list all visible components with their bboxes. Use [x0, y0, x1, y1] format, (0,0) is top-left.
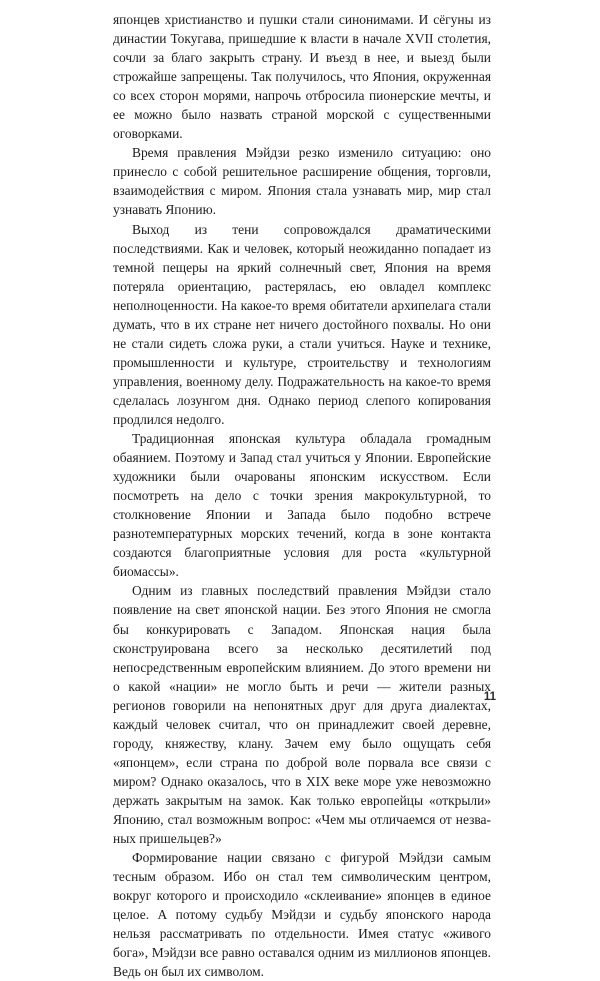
body-text [113, 10, 491, 981]
paragraph: Формирование нации связано с фигурой Мэйдзи самым тесным образом. Ибо он стал тем символическим центром, вокруг которого и происходило «склеивание» японцев в единое целое. А потому судьбу Мэйдзи и судьбу японского народа нельзя рассматривать по отдельности. Имея статус «живого бога», Мэйдзи все равно оставался одним из миллионов японцев. Ведь он был их символом. [113, 850, 491, 980]
paragraph-continuation: японцев христианство и пушки стали синонимами. И сёгуны из династии Токугава, пришедшие к власти в начале XVII столетия, сочли за благо закрыть страну. И въезд в нее, и выезд были строжайше запрещены. Так получилось, что Япония, окруженная со всех сторон морями, напрочь отбросила пионерские мечты, и ее можно было назвать страной морской с существенными оговорками. [113, 12, 491, 142]
page-number: 11 [483, 691, 496, 703]
paragraph: Время правления Мэйдзи резко изменило ситуацию: оно принесло с собой решительное расширение общения, торговли, взаимодействия с миром. Япония стала узнавать мир, мир стал узнавать Японию. [113, 145, 491, 218]
paragraph: Выход из тени сопровождался драматическими последствиями. Как и человек, который неожиданно попадает из темной пещеры на яркий солнечный свет, Япония на время потеряла ориентацию, растерялась, ею овладел комплекс неполноценности. На какое-то время обитатели архипелага стали думать, что в их стране нет ничего достойного похвалы. Но они не стали сидеть сложа руки, а стали учиться. Науке и технике, промышленности и культуре, строительству и технологиям управления, военному делу. Подражательность на какое-то время сделалась лозунгом дня. Однако период слепого копирования продлился недолго. [113, 221, 491, 427]
paragraph: Одним из главных последствий правления Мэйдзи стало появление на свет японской нации. Без этого Япония не смогла бы конкурировать с Западом. Японская нация была сконструирована всего за несколько десятилетий под непосредственным европейским влиянием. До этого времени ни о какой «нации» не могло быть и речи — жители разных регионов говорили на непонятных друг для друга диалектах, каждый человек считал, что он принадлежит своей деревне, городу, княжеству, клану. Зачем ему было ощущать себя «японцем», если страна по доброй воле порвала все связи с миром? Однако оказалось, что в XIX веке море уже невозможно держать закрытым на замок. Как только европейцы «открыли» Японию, стал возможным вопрос: «Чем мы отличаемся от незваных пришельцев?» [113, 583, 491, 847]
paragraph: Традиционная японская культура обладала громадным обаянием. Поэтому и Запад стал учиться у Японии. Европейские художники были очарованы японским искусством. Если посмотреть на дело с точки зрения макрокультурной, то столкновение Японии и Запада было подобно встрече разнотемпературных морских течений, когда в зоне контакта создаются благоприятные условия для роста «культурной биомассы». [113, 431, 491, 580]
